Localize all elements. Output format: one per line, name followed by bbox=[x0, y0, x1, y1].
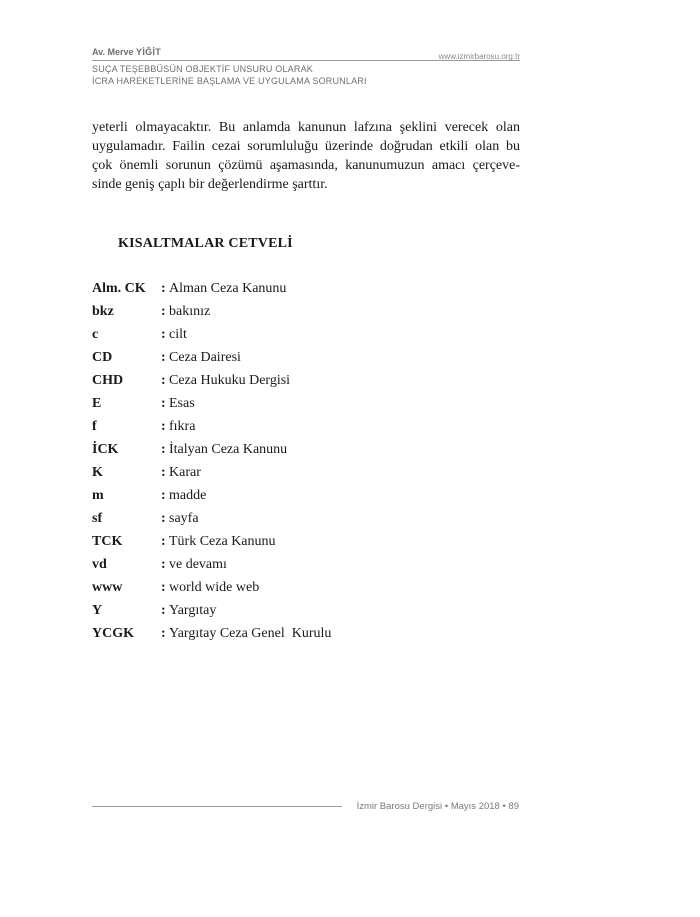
abbreviation-value: sayfa bbox=[169, 510, 199, 526]
abbreviation-colon: : bbox=[161, 372, 166, 388]
body-line: uygulamadır. Failin cezai sorumluluğu üzerinde doğrudan etkili olan bu bbox=[92, 139, 520, 154]
body-line: yeterli olmayacaktır. Bu anlamda kanunun lafzına şeklini verecek olan bbox=[92, 120, 520, 135]
header-title-line-2: İCRA HAREKETLERİNE BAŞLAMA VE UYGULAMA SORUNLARI bbox=[92, 76, 367, 86]
abbreviation-value: Ceza Dairesi bbox=[169, 349, 241, 365]
abbreviation-key: www bbox=[92, 579, 123, 595]
abbreviation-row bbox=[92, 553, 522, 576]
abbreviation-value: madde bbox=[169, 487, 207, 503]
body-line: sinde geniş çaplı bir değerlendirme şarttır. bbox=[92, 177, 328, 192]
abbreviation-colon: : bbox=[161, 464, 166, 480]
abbreviation-row bbox=[92, 461, 522, 484]
abbreviation-key: bkz bbox=[92, 303, 114, 319]
abbreviation-row bbox=[92, 346, 522, 369]
abbreviation-colon: : bbox=[161, 349, 166, 365]
abbreviation-colon: : bbox=[161, 602, 166, 618]
abbreviation-value: Yargıtay bbox=[169, 602, 217, 618]
abbreviation-key: K bbox=[92, 464, 103, 480]
footer-journal-info: İzmir Barosu Dergisi • Mayıs 2018 • 89 bbox=[356, 801, 519, 812]
abbreviation-colon: : bbox=[161, 556, 166, 572]
abbreviation-colon: : bbox=[161, 533, 166, 549]
abbreviation-colon: : bbox=[161, 395, 166, 411]
abbreviation-row bbox=[92, 530, 522, 553]
abbreviation-row bbox=[92, 369, 522, 392]
abbreviation-colon: : bbox=[161, 280, 166, 296]
abbreviation-row bbox=[92, 438, 522, 461]
body-line: çok önemli sorunun çözümü aşamasında, kanunumuzun amacı çerçeve- bbox=[92, 158, 520, 173]
abbreviation-row bbox=[92, 622, 522, 645]
abbreviation-row bbox=[92, 576, 522, 599]
header-author bbox=[92, 47, 161, 57]
abbreviation-list bbox=[92, 277, 522, 645]
abbreviation-row bbox=[92, 484, 522, 507]
abbreviation-key: sf bbox=[92, 510, 103, 526]
abbreviation-value: İtalyan Ceza Kanunu bbox=[169, 441, 288, 457]
abbreviation-value: bakınız bbox=[169, 303, 211, 319]
abbreviation-colon: : bbox=[161, 441, 166, 457]
header-title-line-1: SUÇA TEŞEBBÜSÜN OBJEKTİF UNSURU OLARAK bbox=[92, 64, 313, 74]
abbreviation-colon: : bbox=[161, 418, 166, 434]
abbreviation-key: CD bbox=[92, 349, 113, 365]
abbreviation-value: cilt bbox=[169, 326, 187, 342]
abbreviation-row bbox=[92, 300, 522, 323]
abbreviation-key: c bbox=[92, 326, 99, 342]
header-url[interactable]: www.izmirbarosu.org.tr bbox=[438, 52, 520, 61]
abbreviation-value: Karar bbox=[169, 464, 201, 480]
abbreviation-key: m bbox=[92, 487, 104, 503]
header-article-title bbox=[92, 63, 367, 87]
abbreviation-value: Alman Ceza Kanunu bbox=[169, 280, 287, 296]
abbreviation-key: f bbox=[92, 418, 97, 434]
author-surname: YİĞİT bbox=[136, 47, 162, 57]
abbreviation-value: Esas bbox=[169, 395, 195, 411]
header-divider bbox=[92, 60, 520, 61]
abbreviation-colon: : bbox=[161, 510, 166, 526]
abbreviation-key: YCGK bbox=[92, 625, 134, 641]
abbreviation-colon: : bbox=[161, 625, 166, 641]
abbreviation-value: Türk Ceza Kanunu bbox=[169, 533, 276, 549]
abbreviation-key: İCK bbox=[92, 441, 119, 457]
abbreviation-row bbox=[92, 323, 522, 346]
abbreviation-row bbox=[92, 415, 522, 438]
section-title: KISALTMALAR CETVELİ bbox=[118, 236, 293, 251]
abbreviation-row bbox=[92, 392, 522, 415]
abbreviation-value: ve devamı bbox=[169, 556, 227, 572]
abbreviation-key: Alm. CK bbox=[92, 280, 146, 296]
abbreviation-key: E bbox=[92, 395, 102, 411]
abbreviation-colon: : bbox=[161, 487, 166, 503]
abbreviation-value: Yargıtay Ceza Genel Kurulu bbox=[169, 625, 332, 641]
abbreviation-key: Y bbox=[92, 602, 103, 618]
abbreviation-value: fıkra bbox=[169, 418, 196, 434]
abbreviation-key: TCK bbox=[92, 533, 123, 549]
abbreviation-value: world wide web bbox=[169, 579, 260, 595]
abbreviation-colon: : bbox=[161, 303, 166, 319]
abbreviation-row bbox=[92, 599, 522, 622]
abbreviation-row bbox=[92, 277, 522, 300]
abbreviation-colon: : bbox=[161, 579, 166, 595]
abbreviation-key: vd bbox=[92, 556, 107, 572]
body-paragraph bbox=[92, 118, 520, 194]
abbreviation-colon: : bbox=[161, 326, 166, 342]
author-prefix: Av. Merve bbox=[92, 47, 137, 57]
abbreviation-key: CHD bbox=[92, 372, 124, 388]
abbreviation-row bbox=[92, 507, 522, 530]
abbreviation-value: Ceza Hukuku Dergisi bbox=[169, 372, 291, 388]
footer-divider bbox=[92, 806, 342, 807]
